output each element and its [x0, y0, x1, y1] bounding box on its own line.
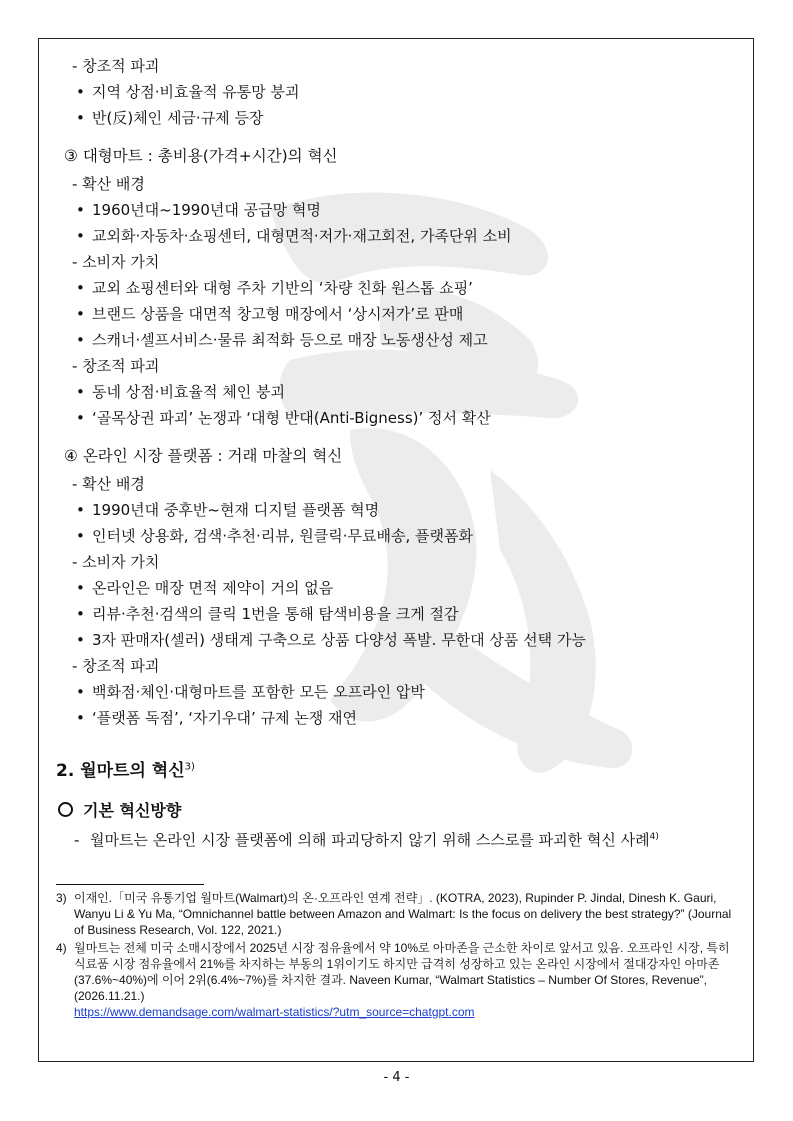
bullet-text: 반(反)체인 세금·규제 등장 — [92, 109, 264, 127]
footnotes — [56, 890, 732, 1022]
bullet-item — [76, 304, 463, 324]
bullet-icon: • — [76, 579, 85, 597]
footnote-3 — [56, 890, 732, 938]
section-title — [56, 756, 195, 781]
dash-item: - 창조적 파괴 — [72, 657, 160, 675]
bullet-icon: • — [76, 527, 85, 545]
footnote-text: 월마트는 전체 미국 소매시장에서 2025년 시장 점유율에서 약 10%로 아마존을 근소한 차이로 앞서고 있음. 오프라인 시장, 특히 식료품 시장 점유율에서 21%를 차지하는 부동의 1위이기도 하지만 급격히 성장하고 있는 온라인 시장에서 절대강자인 아마존(37.6%~40%)에 이어 2위(6.4%~7%)를 차지한 결과. Naveen Kumar, “Walmart Statistics – Number Of Stores, Revenue”, (2026.11.21.) — [74, 941, 730, 1003]
bullet-icon: • — [76, 201, 85, 219]
bullet-item — [76, 500, 379, 520]
bullet-icon: • — [76, 683, 85, 701]
section-title-text: 2. 월마트의 혁신 — [56, 761, 185, 781]
bullet-item — [76, 604, 458, 624]
footnote-body — [74, 940, 732, 1020]
bullet-item — [76, 200, 321, 220]
outline-heading: ③ 대형마트 : 총비용(가격+시간)의 혁신 — [64, 147, 338, 165]
bullet-text: 리뷰·추천·검색의 클릭 1번을 통해 탐색비용을 크게 절감 — [92, 605, 459, 623]
bullet-text: 백화점·체인·대형마트를 포함한 모든 오프라인 압박 — [92, 683, 425, 701]
bullet-icon: • — [76, 605, 85, 623]
footnote-number: 3) — [56, 891, 67, 905]
bullet-text: 교외 쇼핑센터와 대형 주차 기반의 ‘차량 친화 원스톱 쇼핑’ — [92, 279, 473, 297]
bullet-icon: • — [76, 305, 85, 323]
bullet-icon: • — [76, 109, 85, 127]
footnote-4 — [56, 940, 732, 1020]
bullet-item — [76, 330, 488, 350]
bullet-text: 브랜드 상품을 대면적 창고형 매장에서 ‘상시저가’로 판매 — [92, 305, 464, 323]
bullet-item — [76, 226, 512, 246]
outline-heading: ④ 온라인 시장 플랫폼 : 거래 마찰의 혁신 — [64, 447, 343, 465]
hollow-circle-icon — [58, 802, 73, 817]
bullet-icon: • — [76, 279, 85, 297]
bullet-text: ‘골목상권 파괴’ 논쟁과 ‘대형 반대(Anti-Bigness)’ 정서 확산 — [92, 409, 491, 427]
dash-item: - 확산 배경 — [72, 175, 145, 193]
bullet-item — [76, 108, 263, 128]
bullet-text: 1960년대~1990년대 공급망 혁명 — [92, 201, 321, 219]
bullet-text: 1990년대 중후반~현재 디지털 플랫폼 혁명 — [92, 501, 380, 519]
page-number: - 4 - — [383, 1070, 410, 1085]
bullet-icon: • — [76, 631, 85, 649]
bullet-text: 3자 판매자(셀러) 생태계 구축으로 상품 다양성 폭발. 무한대 상품 선택 가능 — [92, 631, 586, 649]
bullet-item — [76, 382, 285, 402]
dash-item: - 소비자 가치 — [72, 553, 160, 571]
bullet-icon: • — [76, 331, 85, 349]
bullet-text: 동네 상점·비효율적 체인 붕괴 — [92, 383, 285, 401]
bullet-text: 온라인은 매장 면적 제약이 거의 없음 — [92, 579, 334, 597]
bullet-icon: • — [76, 501, 85, 519]
dash-item: - 소비자 가치 — [72, 253, 160, 271]
dash-item: - 창조적 파괴 — [72, 57, 160, 75]
bullet-item — [76, 708, 357, 728]
subsection-title-text: 기본 혁신방향 — [83, 801, 182, 820]
bullet-icon: • — [76, 383, 85, 401]
bullet-icon: • — [76, 83, 85, 101]
bullet-text: 지역 상점·비효율적 유통망 붕괴 — [92, 83, 300, 101]
section-title-footnote-ref[interactable]: 3) — [184, 761, 195, 773]
bullet-text: 교외화·자동차·쇼핑센터, 대형면적·저가·재고회전, 가족단위 소비 — [92, 227, 512, 245]
bullet-item — [76, 82, 299, 102]
bullet-item — [76, 578, 333, 598]
bullet-icon: • — [76, 227, 85, 245]
footnote-link[interactable]: https://www.demandsage.com/walmart-statistics/?utm_source=chatgpt.com — [74, 1005, 475, 1019]
bullet-icon: • — [76, 709, 85, 727]
footnote-separator — [56, 884, 204, 885]
footnote-number: 4) — [56, 941, 67, 955]
bullet-text: ‘플랫폼 독점’, ‘자기우대’ 규제 논쟁 재연 — [92, 709, 358, 727]
bullet-text: 스캐너·셀프서비스·물류 최적화 등으로 매장 노동생산성 제고 — [92, 331, 488, 349]
body-paragraph — [74, 824, 739, 853]
body-footnote-ref[interactable]: 4) — [649, 832, 659, 842]
body-paragraph-text: 월마트는 온라인 시장 플랫폼에 의해 파괴당하지 않기 위해 스스로를 파괴한 혁신 사례 — [90, 831, 650, 849]
dash-item: - 창조적 파괴 — [72, 357, 160, 375]
dash-marker: - — [74, 831, 80, 849]
bullet-text: 인터넷 상용화, 검색·추천·리뷰, 원클릭·무료배송, 플랫폼화 — [92, 527, 473, 545]
footnote-text: 이재인.「미국 유통기업 월마트(Walmart)의 온·오프라인 연계 전략」. (KOTRA, 2023), Rupinder P. Jindal, Dinesh K. Gauri, Wanyu Li & Yu Ma, “Omnichannel battle between Amazon and Walmart: Is the focus on delivery the best strategy?” (Journal of Business Research, Vol. 122, 2021.) — [74, 891, 732, 937]
bullet-item — [76, 278, 473, 298]
bullet-item — [76, 526, 473, 546]
bullet-icon: • — [76, 409, 85, 427]
subsection-title — [58, 798, 181, 821]
bullet-item — [76, 408, 491, 428]
dash-item: - 확산 배경 — [72, 475, 145, 493]
bullet-item — [76, 682, 425, 702]
bullet-item — [76, 630, 586, 650]
